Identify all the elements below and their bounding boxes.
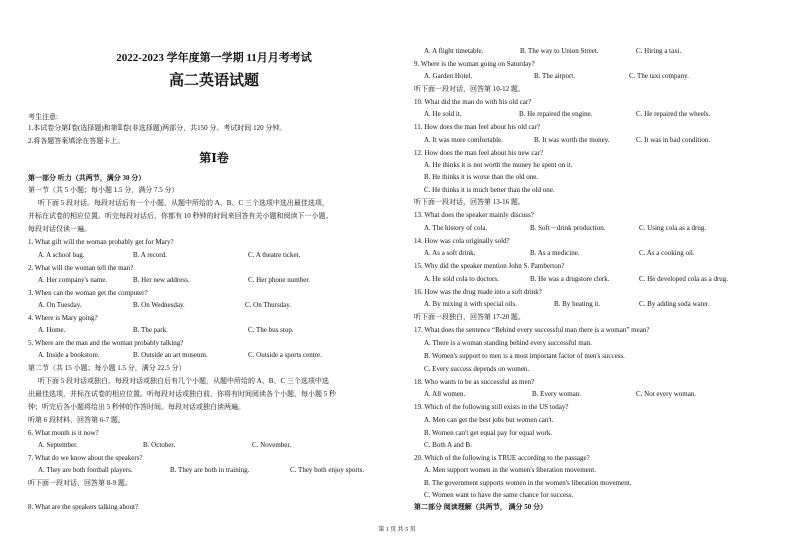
option-b: B. On Wednesday.	[133, 301, 185, 309]
option-b: B. Every woman.	[532, 390, 581, 398]
option-b: B. Outside an art museum.	[133, 351, 208, 359]
option-a: A. As a soft drink.	[424, 249, 476, 257]
option-a: A. They are both football players.	[38, 466, 133, 474]
option-c: C. Not every woman.	[636, 390, 697, 398]
section2-instruction: 出最佳选项，并标在试卷的相应位置。听每段对话或独白前，你将有时间阅读各个小题，每小题 5 秒	[28, 390, 336, 398]
question-19: 19. Which of the following still exists in the US today?	[414, 403, 569, 411]
notice-item-2: 2.将各题答案填涂在答题卡上。	[28, 137, 125, 145]
question-9: 9. Where is the woman going on Saturday?	[414, 60, 535, 68]
question-5: 5. Where are the man and the woman probably talking?	[28, 339, 184, 347]
option-a: A. A school bag.	[38, 251, 85, 259]
option-b: B. Women's support to men is a most important factor of men's success.	[424, 352, 625, 360]
question-12: 12. How does the man feel about his new car?	[414, 149, 544, 157]
option-c: C. He repaired the wheels.	[636, 110, 711, 118]
option-c: C. Her phone number.	[248, 276, 311, 284]
part1-title: 第一部分 听力（共两节，满分 30 分）	[28, 174, 146, 182]
question-8: 8. What are the speakers talking about?	[28, 503, 139, 511]
option-c: C. November.	[252, 441, 292, 449]
page-footer: 第 1 页 共 5 页	[378, 527, 416, 533]
question-18: 18. Who wants to be as successful as men?	[414, 378, 535, 386]
option-c: C. By adding soda water.	[639, 300, 710, 308]
option-b: B. A record.	[133, 251, 167, 259]
section2-instruction: 听下面 5 段对话或独白。每段对话或独白后有几个小题，从题中所给的 A、B、C 三个选项中选	[38, 377, 329, 385]
option-b: B. Her new address.	[133, 276, 190, 284]
option-a: A. He sold cola to doctors.	[424, 275, 499, 283]
option-c: C. Using cola as a drug.	[639, 224, 707, 232]
option-b: B. By heating it.	[554, 300, 601, 308]
option-c: C. The bus stop.	[248, 326, 294, 334]
question-1: 1. What gift will the woman probably get for Mary?	[28, 238, 174, 246]
option-a: A. There is a woman standing behind every successful man.	[424, 339, 593, 347]
option-a: A. He sold it.	[424, 110, 462, 118]
option-a: A. Her company's name.	[38, 276, 108, 284]
option-b: B. The airport.	[534, 72, 576, 80]
option-c: C. He thinks it is much better than the old one.	[424, 186, 555, 194]
option-b: B. The way to Union Street.	[520, 47, 599, 55]
question-20: 20. Which of the following is TRUE according to the passage?	[414, 454, 590, 462]
option-c: C. Women want to have the same chance for success.	[424, 491, 574, 499]
option-a: A. Garden Hotel.	[424, 72, 473, 80]
question-16: 16. How was the drug made into a soft drink?	[414, 288, 542, 296]
option-a: A. A flight timetable.	[424, 47, 484, 55]
section1-instruction: 听下面 5 段对话。每段对话后有一个小题，从题中所给的 A、B、C 三个选项中选出最佳选项，	[38, 199, 329, 207]
listen-instruction: 听下面一段对话，回答第 13-16 题。	[414, 198, 525, 206]
notice-heading: 考生注意:	[28, 113, 58, 121]
option-c: C. It was in bad condition.	[636, 136, 711, 144]
listen-instruction: 听下面一段对话，回答第 10-12 题。	[414, 85, 525, 93]
question-13: 13. What does the speaker mainly discuss?	[414, 211, 534, 219]
option-b: B. The government supports women in the women's liberation movement.	[424, 479, 632, 487]
question-3: 3. When can the woman get the computer?	[28, 289, 148, 297]
option-c: C. A theatre ticket.	[248, 251, 301, 259]
section2-title: 第二节（共 15 小题；每小题 1.5 分，满分 22.5 分）	[28, 364, 186, 372]
option-b: B. October.	[143, 441, 176, 449]
section2-instruction: 钟；听完后各小题将给出 5 秒钟的作答时间。每段对话或独白读两遍。	[28, 403, 245, 411]
option-c: C. As a cooking oil.	[639, 249, 695, 257]
option-a: A. Home.	[38, 326, 66, 334]
option-b: B. He was a drugstore clerk.	[530, 275, 610, 283]
question-7: 7. What do we know about the speakers?	[28, 454, 143, 462]
listen-instruction: 听下面一段独白，回答第 17-20 题。	[414, 313, 525, 321]
question-2: 2. What will the woman tell the man?	[28, 264, 134, 272]
listen-instruction: 听第 6 段材料，回答第 6-7 题。	[28, 416, 125, 424]
part2-title: 第二部分 阅读理解（共两节， 满分 50 分）	[414, 503, 547, 511]
option-a: A. All women.	[424, 390, 466, 398]
section1-title: 第一节（共 5 小题；每小题 1.5 分，满分 7.5 分）	[28, 186, 179, 194]
option-c: C. They both enjoy sports.	[290, 466, 365, 474]
question-11: 11. How does the man feel about his old car?	[414, 123, 541, 131]
section1-instruction: 并标在试卷的相应位置。听完每段对话后，你都有 10 秒钟的时间来回答有关小题和阅读下一小题。	[28, 212, 333, 220]
option-b: B. He thinks it is worse than the old one.	[424, 173, 539, 181]
question-10: 10. What did the man do with his old car?	[414, 98, 532, 106]
option-a: A. It was more comfortable.	[424, 136, 503, 144]
option-a: A. He thinks it is not worth the money he spent on it.	[424, 161, 573, 169]
option-c: C. Every success depends on women.	[424, 365, 530, 373]
option-c: C. He developed cola as a drug.	[639, 275, 729, 283]
option-b: B. He repaired the engine.	[519, 110, 593, 118]
option-b: B. Women can't get equal pay for equal work.	[424, 429, 553, 437]
exam-title: 2022-2023 学年度第一学期 11月月考考试	[116, 52, 312, 64]
option-a: A. Men support women in the women's liberation movement.	[424, 466, 596, 474]
option-c: C. Hiring a taxi.	[636, 47, 682, 55]
option-a: A. The history of cola.	[424, 224, 488, 232]
question-17: 17. What does the sentence “Behind every successful man there is a woman” mean?	[414, 326, 650, 334]
volume-title: 第Ⅰ卷	[199, 151, 229, 165]
option-b: B. It was worth the money.	[534, 136, 610, 144]
option-c: C. The taxi company.	[629, 72, 689, 80]
question-6: 6. What month is it now?	[28, 429, 99, 437]
notice-item-1: 1.本试卷分第Ⅰ卷(选择题)和第Ⅱ卷(非选择题)两部分，共150 分。考试时间 120 分钟。	[28, 124, 287, 132]
option-a: A. By mixing it with special oils.	[424, 300, 517, 308]
option-b: B. As a medicine.	[530, 249, 580, 257]
option-c: C. On Thursday.	[245, 301, 292, 309]
option-b: B. They are both in training.	[170, 466, 250, 474]
option-c: C. Outside a sports centre.	[248, 351, 322, 359]
option-a: A. Inside a bookstore.	[38, 351, 100, 359]
listen-instruction: 听下面一段对话，回答第 8-9 题。	[28, 479, 132, 487]
question-15: 15. Why did the speaker mention John S. Pamberton?	[414, 262, 565, 270]
subject-title: 高二英语试题	[168, 73, 259, 89]
option-b: B. The park.	[133, 326, 168, 334]
question-14: 14. How was cola originally sold?	[414, 237, 510, 245]
question-4: 4. Where is Mary going?	[28, 314, 98, 322]
section1-instruction: 每段对话仅读一遍。	[28, 225, 91, 233]
option-a: A. On Tuesday.	[38, 301, 82, 309]
option-a: A. September.	[38, 441, 78, 449]
option-b: B. Soft－drink production.	[530, 224, 606, 232]
option-c: C. Both A and B.	[424, 441, 472, 449]
option-a: A. Men can get the best jobs but women can't.	[424, 416, 554, 424]
